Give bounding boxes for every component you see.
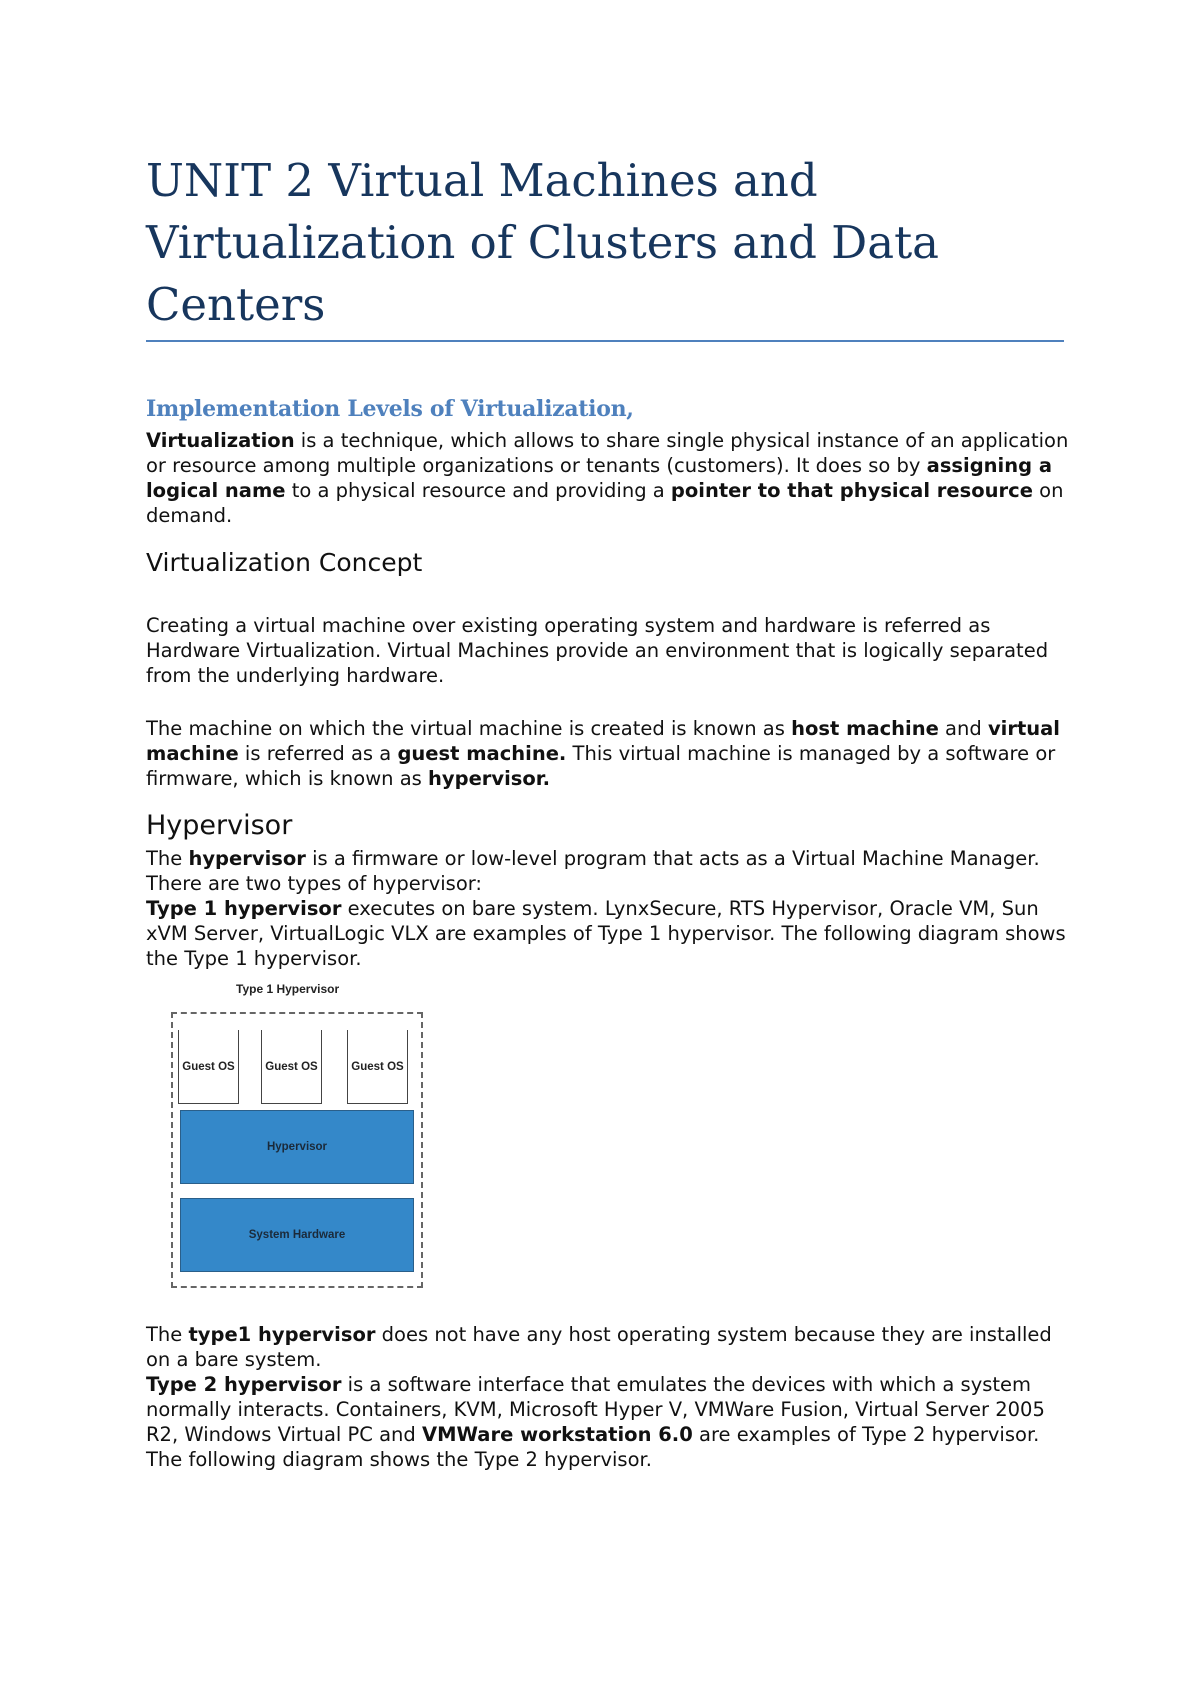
- guest-os-box-3: Guest OS: [347, 1030, 408, 1104]
- paragraph-type1-no-host-os: The type1 hypervisor does not have any host operating system because they are installed on a bare system. Type 2 hypervisor is a software interface that emulates the devices with which a system normally interacts. Containers, KVM, Microsoft Hyper V, VMWare Fusion, Virtual Server 2005 R2, Windows Virtual PC and VMWare workstation 6.0 are examples of Type 2 hypervisor. The following diagram shows the Type 2 hypervisor.: [146, 1323, 1052, 1471]
- title-divider: [146, 340, 1064, 342]
- type1-hypervisor-diagram: [166, 982, 428, 1292]
- hypervisor-layer: Hypervisor: [180, 1110, 414, 1184]
- heading-implementation-levels: Implementation Levels of Virtualization,: [146, 396, 634, 422]
- paragraph-virtualization-definition: Virtualization is a technique, which allows to share single physical instance of an application or resource among multiple organizations or tenants (customers). It does so by assigning a logical name to a physical resource and providing a pointer to that physical resource on demand.: [146, 429, 1069, 527]
- system-hardware-layer: System Hardware: [180, 1198, 414, 1272]
- guest-os-box-2: Guest OS: [261, 1030, 322, 1104]
- paragraph-host-guest-machine: The machine on which the virtual machine is created is known as host machine and virtual machine is referred as a guest machine. This virtual machine is managed by a software or firmware, which is known as hypervisor.: [146, 717, 1060, 790]
- paragraph-hardware-virtualization: Creating a virtual machine over existing operating system and hardware is referred as Hardware Virtualization. Virtual Machines provide an environment that is logically separated from the underlying hardware.: [146, 614, 1049, 687]
- heading-hypervisor: Hypervisor: [146, 810, 293, 841]
- paragraph-hypervisor-intro: The hypervisor is a firmware or low-level program that acts as a Virtual Machine Manager. There are two types of hypervisor: Type 1 hypervisor executes on bare system. LynxSecure, RTS Hypervisor, Oracle VM, Sun xVM Server, VirtualLogic VLX are examples of Type 1 hypervisor. The following diagram shows the Type 1 hypervisor.: [146, 847, 1066, 970]
- term-virtualization: Virtualization: [146, 429, 295, 452]
- guest-os-box-1: Guest OS: [178, 1030, 239, 1104]
- heading-virtualization-concept: Virtualization Concept: [146, 548, 423, 577]
- page-title: UNIT 2 Virtual Machines and Virtualization of Clusters and Data Centers: [146, 154, 939, 331]
- diagram-title: Type 1 Hypervisor: [236, 982, 340, 996]
